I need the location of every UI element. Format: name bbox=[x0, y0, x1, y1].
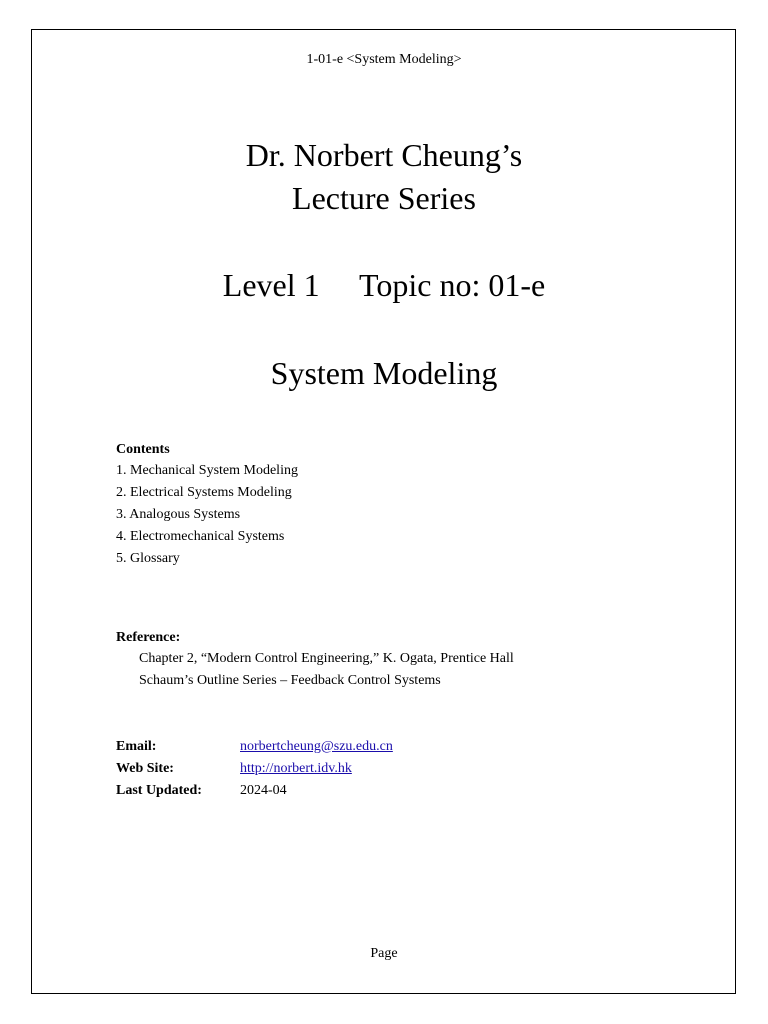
contents-section bbox=[116, 440, 298, 570]
last-updated-label: Last Updated: bbox=[116, 783, 202, 798]
contents-item: 2. Electrical Systems Modeling bbox=[116, 485, 292, 500]
email-label: Email: bbox=[116, 739, 157, 754]
email-row bbox=[116, 736, 393, 758]
contents-heading: Contents bbox=[116, 442, 170, 457]
reference-section bbox=[116, 628, 514, 692]
lecture-title-line-1: Dr. Norbert Cheung’s bbox=[245, 137, 523, 173]
website-row bbox=[116, 758, 393, 780]
document-title: System Modeling bbox=[270, 355, 498, 391]
contents-item: 4. Electromechanical Systems bbox=[116, 529, 285, 544]
last-updated-row bbox=[116, 780, 393, 802]
last-updated-value: 2024-04 bbox=[240, 783, 287, 798]
reference-heading: Reference: bbox=[116, 630, 181, 645]
website-link[interactable]: http://norbert.idv.hk bbox=[240, 761, 352, 776]
website-label: Web Site: bbox=[116, 761, 174, 776]
info-section bbox=[116, 736, 393, 802]
reference-line: Chapter 2, “Modern Control Engineering,” K. Ogata, Prentice Hall bbox=[139, 651, 514, 666]
contents-item: 3. Analogous Systems bbox=[116, 507, 241, 522]
contents-item: 1. Mechanical System Modeling bbox=[116, 463, 298, 478]
page-footer: Page bbox=[370, 946, 398, 961]
email-link[interactable]: norbertcheung@szu.edu.cn bbox=[240, 739, 393, 754]
reference-line: Schaum’s Outline Series – Feedback Control Systems bbox=[139, 673, 441, 688]
lecture-title-line-2: Lecture Series bbox=[292, 180, 476, 216]
contents-item: 5. Glossary bbox=[116, 551, 180, 566]
page-header: 1-01-e <System Modeling> bbox=[306, 52, 462, 67]
level-topic-line: Level 1 Topic no: 01-e bbox=[222, 267, 546, 303]
